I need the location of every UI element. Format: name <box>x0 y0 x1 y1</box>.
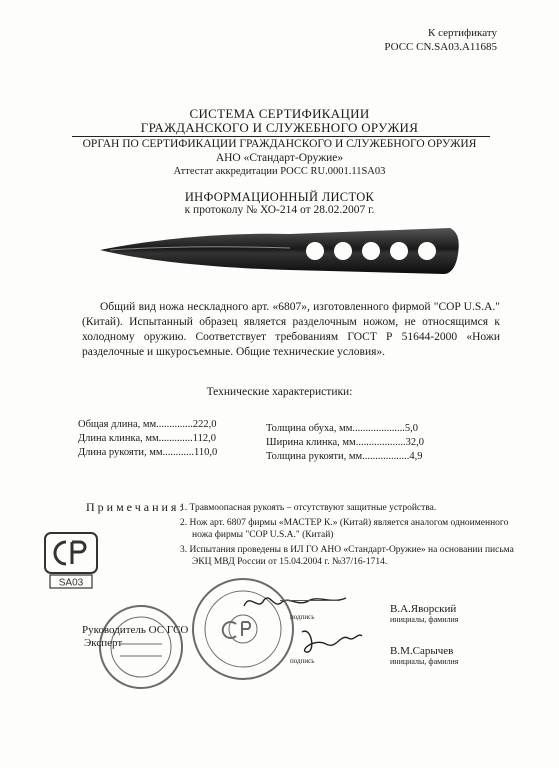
knife-image <box>100 218 460 288</box>
tech-heading: Технические характеристики: <box>206 386 353 398</box>
spec-blade-width: Ширина клинка, мм...................32,0 <box>266 437 424 448</box>
notes-heading: Примечания: <box>86 500 186 514</box>
organ-name: АНО «Стандарт-Оружие» <box>215 152 344 164</box>
expert-name-caption: инициалы, фамилия <box>390 657 459 666</box>
organ-title: ОРГАН ПО СЕРТИФИКАЦИИ ГРАЖДАНСКОГО И СЛУЖЕБНОГО ОРУЖИЯ <box>82 138 477 150</box>
expert-signature-label: Эксперт <box>84 637 123 649</box>
spec-handle-thickness: Толщина рукояти, мм..................4,9 <box>266 451 423 462</box>
expert-name: В.М.Сарычев <box>390 645 454 657</box>
specs-right-column <box>266 422 424 464</box>
knife-description: Общий вид ножа нескладного арт. «6807», изготовленного фирмой "COP U.S.A." (Китай). Испытанный образец является разделочным ножом, не относящимся к холодному оружию. Соответствует требованиям ГОСТ Р 51644-2000 «Ножи разделочные и шкуросъемные. Общие технические условия». <box>82 301 500 358</box>
spec-total-length: Общая длина, мм..............222,0 <box>78 419 217 430</box>
certification-mark-icon <box>42 530 100 590</box>
notes-list <box>180 502 520 571</box>
protocol-line: к протоколу № ХО-214 от 28.02.2007 г. <box>184 204 375 216</box>
system-title-line-1: СИСТЕМА СЕРТИФИКАЦИИ <box>189 106 370 121</box>
spec-blade-length: Длина клинка, мм.............112,0 <box>78 433 217 444</box>
system-title-line-2: ГРАЖДАНСКОГО И СЛУЖЕБНОГО ОРУЖИЯ <box>140 120 419 135</box>
head-name-caption: инициалы, фамилия <box>390 615 459 624</box>
document-title: ИНФОРМАЦИОННЫЙ ЛИСТОК <box>184 190 375 204</box>
note-item: 1. Травмоопасная рукоять – отсутствуют защитные устройства. <box>180 503 437 513</box>
head-signature-label: Руководитель ОС ГСО <box>82 624 189 636</box>
head-sign-line <box>280 600 340 601</box>
reference-line-1: К сертификату <box>428 27 497 39</box>
header-divider <box>72 136 490 137</box>
accreditation-line: Аттестат аккредитации РОСС RU.0001.11SA03 <box>173 166 386 177</box>
expert-signature-mark <box>296 624 366 658</box>
note-item: 3. Испытания проведены в ИЛ ГО АНО «Стандарт-Оружие» на основании письма ЭКЦ МВД России от 15.04.2004 г. №37/16-1714. <box>180 545 514 567</box>
spec-spine-thickness: Толщина обуха, мм....................5,0 <box>266 423 418 434</box>
reference-line-2: РОСС CN.SA03.A11685 <box>384 41 497 53</box>
expert-sign-caption: подпись <box>290 657 315 665</box>
head-name: В.А.Яворский <box>390 603 457 615</box>
certificate-reference <box>384 26 497 54</box>
certification-logo <box>42 530 100 590</box>
head-signature-mark <box>240 590 350 614</box>
head-sign-caption: подпись <box>290 613 315 621</box>
spec-handle-length: Длина рукояти, мм............110,0 <box>78 447 218 458</box>
specs-left-column <box>78 418 217 460</box>
note-item: 2. Нож арт. 6807 фирмы «МАСТЕР К.» (Китай) является аналогом одноименного ножа фирмы "COP U.S.A." (Китай) <box>180 518 509 540</box>
logo-code: SA03 <box>58 577 84 589</box>
